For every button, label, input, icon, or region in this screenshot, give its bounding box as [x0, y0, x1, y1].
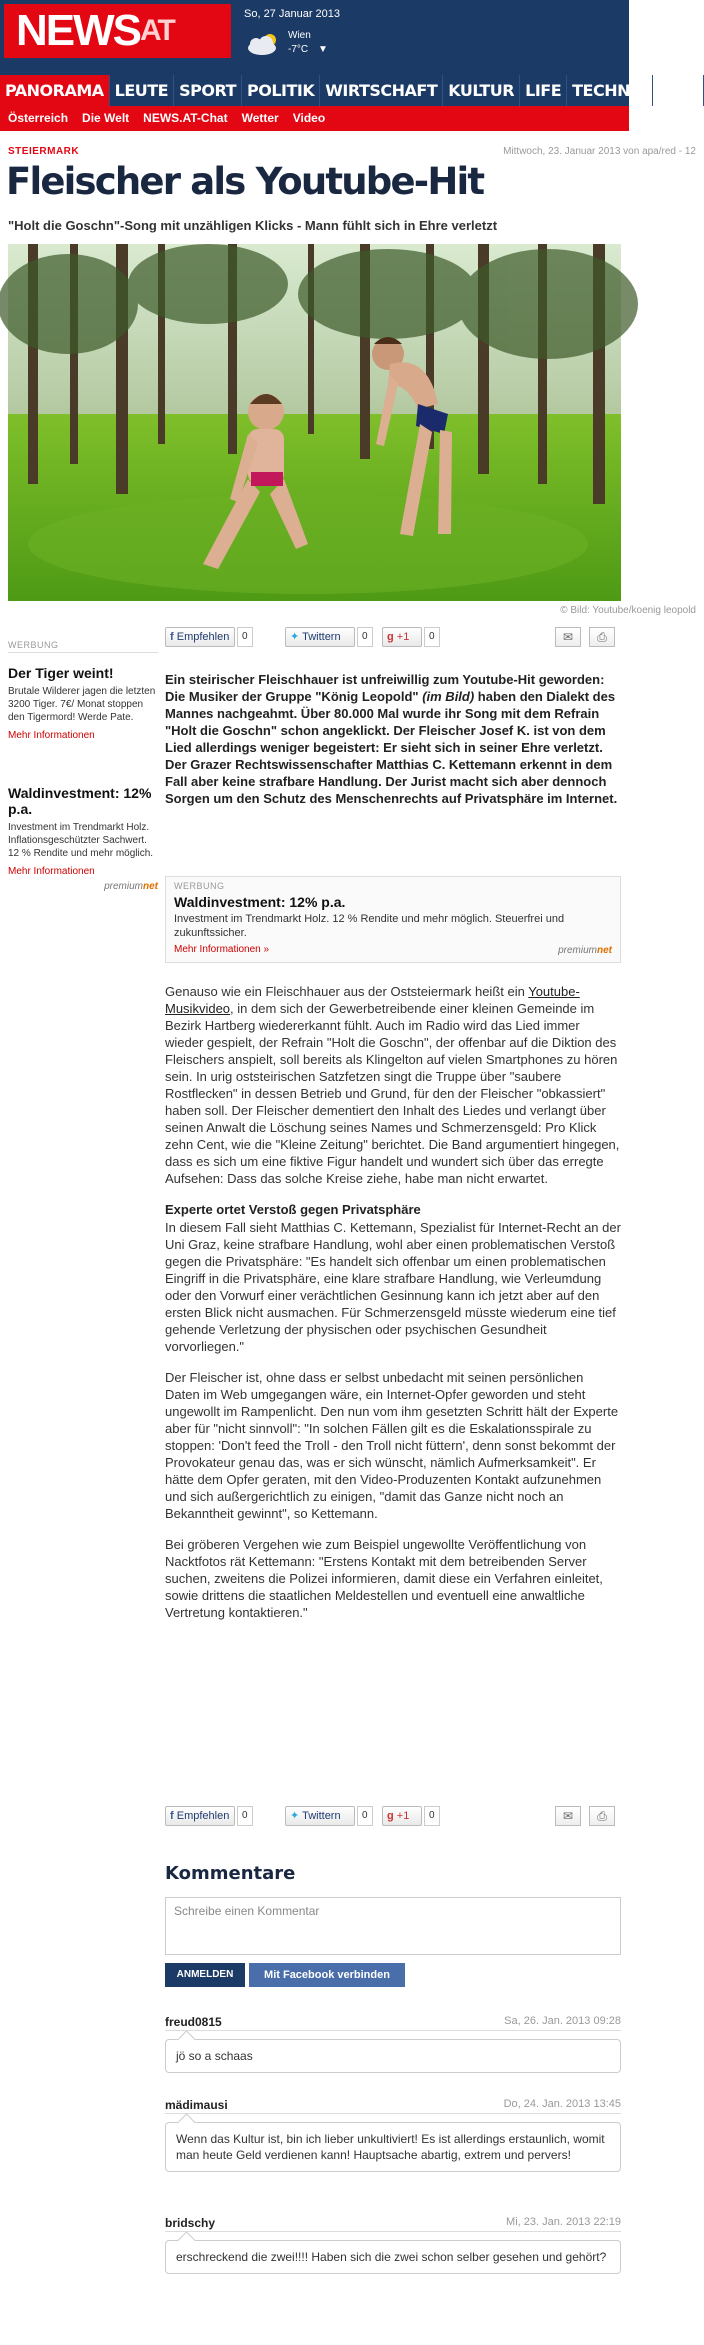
inline-ad-label: WERBUNG — [174, 881, 225, 891]
article-intro: Ein steirischer Fleischhauer ist unfreiwillig zum Youtube-Hit geworden: Die Musiker der Gruppe "König Leopold" (im Bild) haben den Dialekt des Mannes nachgeahmt. Über 80.000 Mal wurde ihr Song mit dem Refrain "Holt die Goschn" schon angeklickt. Der Fleischer Josef K. ist von dem Lied allerdings weniger begeistert: Er sieht sich in seiner Ehre verletzt. Der Grazer Rechtswissenschafter Matthias C. Kettemann erkennt in dem Fall aber keine strafbare Handlung. Der Jurist macht sich aber dennoch Sorgen um den Schutz des Menschenrechts auf Privatsphäre im Internet. — [165, 672, 618, 806]
cloud-sun-icon — [244, 32, 284, 56]
subnav-item-die-welt[interactable]: Die Welt — [82, 111, 130, 125]
comment-text: erschreckend die zwei!!!! Haben sich die zwei schon selber gesehen und gehört? — [165, 2240, 621, 2274]
site-logo[interactable]: $NEWS^{AT}$ — [4, 4, 231, 58]
email-icon[interactable]: ✉ — [555, 627, 581, 647]
print-icon[interactable]: ⎙ — [589, 1806, 615, 1826]
ad-title-tiger[interactable]: Der Tiger weint! — [8, 665, 114, 681]
nav-item-leute[interactable]: LEUTE — [110, 75, 174, 106]
ad-link-wald[interactable]: Mehr Informationen — [8, 866, 95, 877]
header-date: So, 27 Januar 2013 — [244, 8, 341, 20]
comments-title: Kommentare — [165, 1863, 296, 1884]
article-title: Fleischer als Youtube-Hit — [6, 160, 484, 203]
comment-date: Do, 24. Jan. 2013 13:45 — [503, 2098, 621, 2110]
comment-date: Mi, 23. Jan. 2013 22:19 — [506, 2216, 621, 2228]
nav-item-kultur[interactable]: KULTUR — [443, 75, 520, 106]
main-nav — [0, 75, 699, 106]
comment-item — [165, 2216, 621, 2274]
twitter-count: 0 — [357, 627, 373, 647]
google-plus-count: 0 — [424, 1806, 440, 1826]
comment-date: Sa, 26. Jan. 2013 09:28 — [504, 2015, 621, 2027]
subnav-item-video[interactable]: Video — [292, 111, 326, 125]
comment-text: jö so a schaas — [165, 2039, 621, 2073]
comment-input[interactable]: Schreibe einen Kommentar — [165, 1897, 621, 1955]
sidebar-ads — [8, 640, 158, 892]
comment-text: Wenn das Kultur ist, bin ich lieber unkultiviert! Es ist allerdings erstaunlich, womit man heute Geld verdienen kann! Hauptsache abartig, extrem und pervers! — [165, 2122, 621, 2172]
forest-photo — [8, 244, 621, 601]
ad-title-wald[interactable]: Waldinvestment: 12% p.a. — [8, 785, 152, 817]
subheading: Experte ortet Verstoß gegen Privatsphäre — [165, 1202, 421, 1217]
article-body — [165, 983, 621, 1635]
nav-item-games[interactable]: GAM — [653, 75, 704, 106]
facebook-like-button[interactable]: f Empfehlen — [165, 1806, 235, 1826]
ad-brand: premiumnet — [104, 881, 158, 892]
article-kicker[interactable]: STEIERMARK — [8, 146, 80, 157]
nav-item-life[interactable]: LIFE — [520, 75, 567, 106]
subnav-item-wetter[interactable]: Wetter — [241, 111, 279, 125]
facebook-count: 0 — [237, 627, 253, 647]
twitter-button[interactable]: ✦ Twittern — [285, 1806, 355, 1826]
inline-ad-brand: premiumnet — [558, 945, 612, 956]
paragraph-4: Bei gröberen Vergehen wie zum Beispiel ungewollte Veröffentlichung von Nacktfotos rät Kettemann: "Erstens Kontakt mit dem betreibenden Server suchen, zweitens die Polizei informieren, damit diese ein Verfahren einleitet, sowie drittens die staatlichen Meldestellen und eventuell eine anwaltliche Vertretung kontaktieren." — [165, 1537, 603, 1620]
comment-item — [165, 2098, 621, 2172]
weather-widget[interactable] — [244, 30, 344, 58]
nav-item-wirtschaft[interactable]: WIRTSCHAFT — [320, 75, 443, 106]
ad-text-tiger[interactable]: Brutale Wilderer jagen die letzten 3200 Tiger. 7€/ Monat stoppen den Tigermord! Werde Pate. — [8, 686, 156, 723]
facebook-connect-button[interactable]: Mit Facebook verbinden — [249, 1963, 405, 1987]
subnav-item-oesterreich[interactable]: Österreich — [8, 111, 69, 125]
ad-label: WERBUNG — [8, 640, 158, 653]
inline-ad-link[interactable]: Mehr Informationen » — [174, 944, 270, 955]
nav-item-panorama[interactable]: PANORAMA — [0, 75, 110, 106]
nav-item-technik[interactable]: TECHNIK — [567, 75, 653, 106]
login-button[interactable]: ANMELDEN — [165, 1963, 245, 1987]
site-header — [0, 0, 629, 75]
facebook-like-button[interactable]: f Empfehlen — [165, 627, 235, 647]
twitter-button[interactable]: ✦ Twittern — [285, 627, 355, 647]
inline-ad-text[interactable]: Investment im Trendmarkt Holz. 12 % Rendite und mehr möglich. Steuerfrei und zukunftssicher. — [174, 913, 565, 939]
paragraph-3: Der Fleischer ist, ohne dass er selbst unbedacht mit seinen persönlichen Daten im Web umgegangen wäre, ein Internet-Opfer geworden und steht ungewollt im Rampenlicht. Den nun vom ihm gesetzten Schritt hält der Experte aber für "nicht sinnvoll": "In solchen Fällen gilt es die Eskalationsspirale zu stoppen: 'Don't feed the Troll - den Troll nicht füttern', denn sonst bekommt der Provokateur genau das, was er sich wünscht, nämlich Aufmerksamkeit". Er hätte dem Opfer geraten, mit den Video-Produzenten Kontakt aufzunehmen und sich außergerichtlich zu einigen, "damit das Ganze nicht noch an Bekanntheit gewinnt", so Kettemann. — [165, 1370, 619, 1521]
subnav-item-chat[interactable]: NEWS.AT-Chat — [143, 111, 228, 125]
article-lead: "Holt die Goschn"-Song mit unzähligen Klicks - Mann fühlt sich in Ehre verletzt — [8, 218, 498, 233]
sub-nav — [0, 106, 629, 131]
print-icon[interactable]: ⎙ — [589, 627, 615, 647]
weather-temp: -7°C — [288, 44, 309, 55]
social-bar-bottom — [165, 1806, 621, 1826]
email-icon[interactable]: ✉ — [555, 1806, 581, 1826]
comment-item — [165, 2015, 621, 2073]
chevron-down-icon[interactable]: ▼ — [318, 44, 328, 55]
image-credit: © Bild: Youtube/koenig leopold — [560, 605, 696, 616]
paragraph-1: Genauso wie ein Fleischhauer aus der Oststeiermark heißt ein Youtube-Musikvideo, in dem sich der Gewerbetreibende einer kleinen Gemeinde im Bezirk Hartberg wiedererkannt fühlt. Auch im Radio wird das Lied immer wieder gespielt, der Refrain "Holt die Goschn", der offenbar auf die Diktion des Fleischers anspielt, soll bereits als Klingelton auf vielen Smartphones zu hören sein. In urig oststeirischen Satzfetzen singt die Truppe über "saubere Rostflecken" in dessen Betrieb und Grund, für den der Fleischer "obkassiert" haben soll. Der Fleischer dementiert den Inhalt des Liedes und verlangt über seinen Anwalt die Löschung seines Names und Schmerzensgeld: Pro Klick zehn Cent, wie die "Kleine Zeitung" berichtet. Die Band argumentiert hingegen, dass es sich um eine fiktive Figur handelt und wundert sich über das erregte Aufsehen: Dass das solche Kreise ziehe, habe man nicht erwartet. — [165, 984, 620, 1186]
youtube-video-link[interactable]: Youtube-Musikvideo — [165, 984, 580, 1016]
paragraph-2: In diesem Fall sieht Matthias C. Kettemann, Spezialist für Internet-Recht an der Uni Graz, keine strafbare Handlung, wohl aber einen problematischen Verstoß gegen die Privatsphäre: "Es handelt sich offenbar um einen problematischen Eingriff in die Privatsphäre, eine klare strafbare Handlung, wie Verleumdung oder den Vorwurf einer verächtlichen Gesinnung kann ich jetzt aber auf den ersten Blick nicht ausmachen. Für Schmerzensgeld müsste wiederum eine tief gehende Verletzung der physischen oder psychischen Gesundheit vorvorliegen." — [165, 1220, 621, 1354]
google-plus-button[interactable]: g +1 — [382, 1806, 422, 1826]
google-plus-count: 0 — [424, 627, 440, 647]
ad-link-tiger[interactable]: Mehr Informationen — [8, 730, 95, 741]
article-meta: Mittwoch, 23. Januar 2013 von apa/red - 12 — [503, 146, 696, 157]
inline-ad[interactable] — [165, 876, 621, 963]
comment-user[interactable]: bridschy — [165, 2216, 216, 2230]
twitter-count: 0 — [357, 1806, 373, 1826]
weather-city: Wien — [288, 30, 311, 41]
ad-text-wald[interactable]: Investment im Trendmarkt Holz. Inflationsgeschützter Sachwert. 12 % Rendite und mehr möglich. — [8, 822, 154, 859]
social-bar-top — [165, 627, 621, 647]
facebook-count: 0 — [237, 1806, 253, 1826]
google-plus-button[interactable]: g +1 — [382, 627, 422, 647]
nav-item-politik[interactable]: POLITIK — [242, 75, 320, 106]
article-image — [8, 244, 621, 601]
inline-ad-title[interactable]: Waldinvestment: 12% p.a. — [174, 894, 346, 910]
nav-item-sport[interactable]: SPORT — [174, 75, 242, 106]
comment-user[interactable]: mädimausi — [165, 2098, 228, 2112]
comment-user[interactable]: freud0815 — [165, 2015, 222, 2029]
